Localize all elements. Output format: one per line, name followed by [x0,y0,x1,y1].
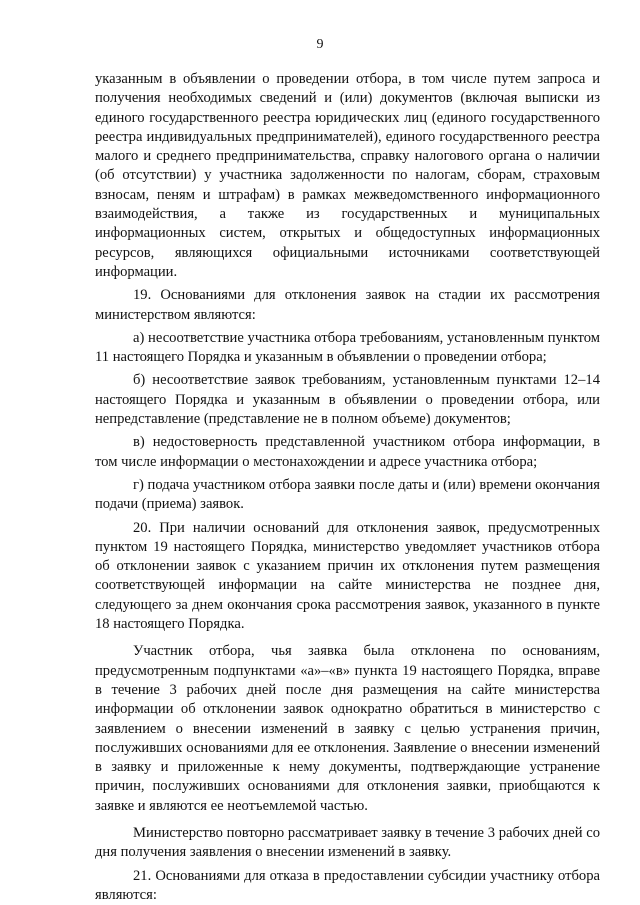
paragraph-item-21: 21. Основаниями для отказа в предоставлении субсидии участнику отбора являются: [95,867,600,903]
document-body [95,70,600,905]
paragraph-item-19: 19. Основаниями для отклонения заявок на стадии их рассмотрения министерством являются: [95,287,600,323]
page-number: 9 [316,37,324,52]
paragraph-item-19-a: а) несоответствие участника отбора требованиям, установленным пунктом 11 настоящего Порядка и указанным в объявлении о проведении отбора; [95,329,600,366]
paragraph-item-20-resubmission: Участник отбора, чья заявка была отклонена по основаниям, предусмотренным подпунктами «а»–«в» пункта 19 настоящего Порядка, вправе в течение 3 рабочих дней после дня размещения на сайте министерства информации об отклонении заявок однократно обратиться в министерство с заявлением о внесении изменений в заявку с целью устранения причин, послуживших основаниями для ее отклонения. Заявление о внесении изменений в заявку и приложенные к нему документы, подтверждающие устранение причин, послуживших основаниями для отклонения заявки, приобщаются к заявке и являются ее неотъемлемой частью. [95,643,600,814]
paragraph-continuation: указанным в объявлении о проведении отбора, в том числе путем запроса и получения необходимых сведений и (или) документов (включая выписки из единого государственного реестра юридических лиц (единого государственного реестра индивидуальных предпринимателей), единого государственного реестра малого и среднего предпринимательства, справку налогового органа о наличии (об отсутствии) у участника задолженности по налогам, сборам, страховым взносам, пеням и штрафам) в рамках межведомственного информационного взаимодействия, а также из государственных и муниципальных информационных систем, открытых и общедоступных информационных ресурсов, являющихся официальными источниками соответствующей информации. [95,71,600,280]
paragraph-item-19-v: в) недостоверность представленной участником отбора информации, в том числе информации о местонахождении и адресе участника отбора; [95,434,600,470]
paragraph-item-20-review: Министерство повторно рассматривает заявку в течение 3 рабочих дней со дня получения заявления о внесении изменений в заявку. [95,824,600,861]
paragraph-item-20: 20. При наличии оснований для отклонения заявок, предусмотренных пунктом 19 настоящего Порядка, министерство уведомляет участников отбора об отклонении заявок с указанием причин их отклонения путем размещения соответствующей информации на сайте министерства не позднее дня, следующего за днем окончания срока рассмотрения заявок, указанного в пункте 18 настоящего Порядка. [95,519,600,633]
paragraph-item-19-g: г) подача участником отбора заявки после даты и (или) времени окончания подачи (приема) заявок. [95,476,600,513]
paragraph-item-19-b: б) несоответствие заявок требованиям, установленным пунктами 12–14 настоящего Порядка и указанным в объявлении о проведении отбора, или непредставление (представление не в полном объеме) документов; [95,372,600,428]
